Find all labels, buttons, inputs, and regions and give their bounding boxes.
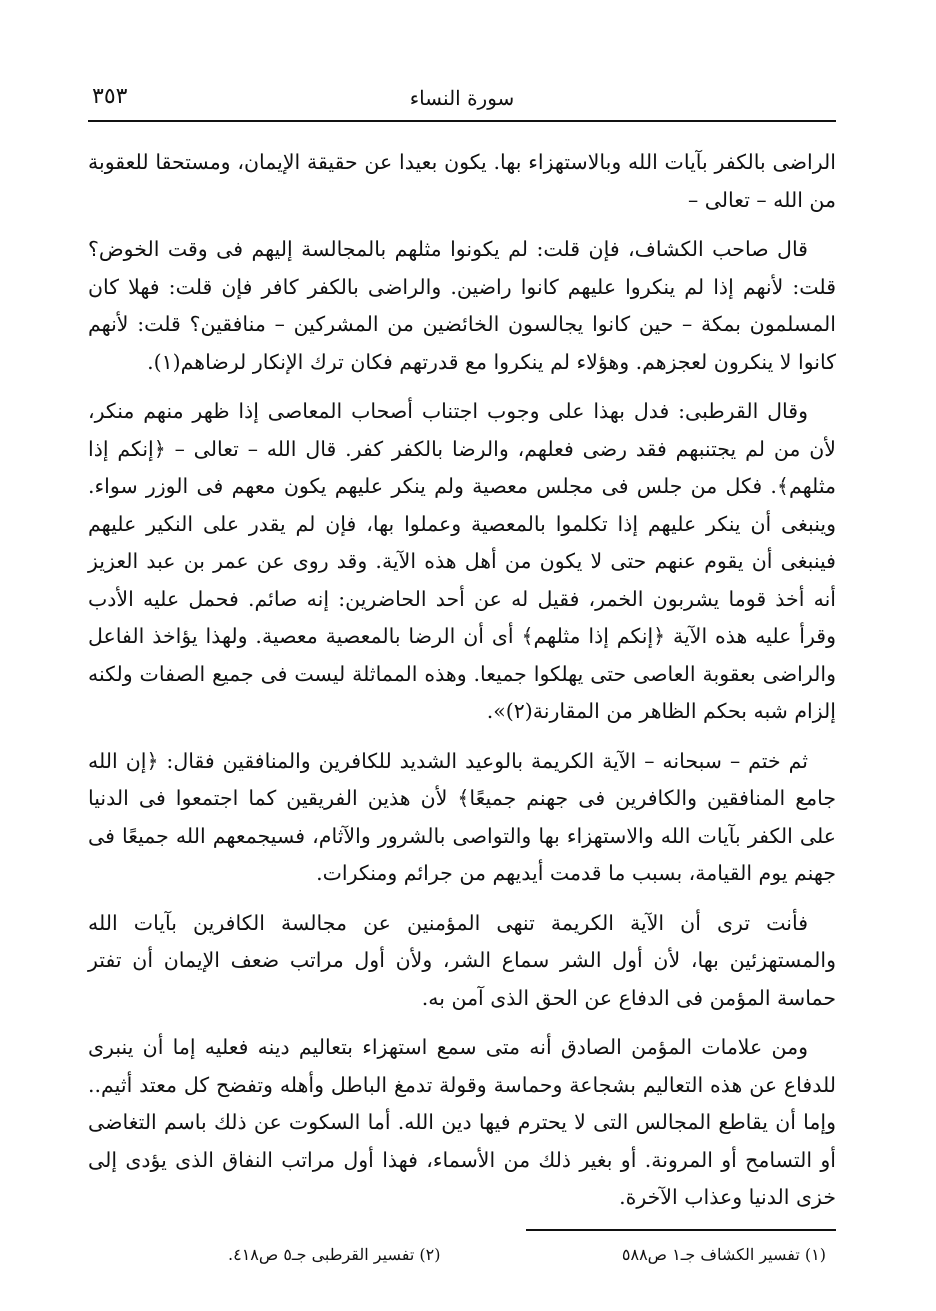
- paragraph: قال صاحب الكشاف، فإن قلت: لم يكونوا مثلهم بالمجالسة إليهم فى وقت الخوض؟ قلت: لأنهم إذا لم ينكروا عليهم كانوا راضين. والراضى بالكفر كافر فإن قلت: فهلا كان المسلمون بمكة – حين كانوا يجالسون الخائضين من المشركين – منافقين؟ قلت: لأنهم كانوا لا ينكرون لعجزهم. وهؤلاء لم ينكروا مع قدرتهم فكان ترك الإنكار لرضاهم(١).: [88, 237, 836, 374]
- paragraph: وقال القرطبى: فدل بهذا على وجوب اجتناب أصحاب المعاصى إذا ظهر منهم منكر، لأن من لم يجتنبهم فقد رضى فعلهم، والرضا بالكفر كفر. قال الله – تعالى – ﴿إنكم إذا مثلهم﴾. فكل من جلس فى مجلس معصية ولم ينكر عليهم يكون معهم فى الوزر سواء. وينبغى أن ينكر عليهم إذا تكلموا بالمعصية وعملوا بها، فإن لم يقدر على النكير عليهم فينبغى أن يقوم عنهم حتى لا يكون من أهل هذه الآية. وقد روى عن عمر بن عبد العزيز أنه أخذ قوما يشربون الخمر، فقيل له عن أحد الحاضرين: إنه صائم. فحمل عليه الأدب وقرأ عليه هذه الآية ﴿إنكم إذا مثلهم﴾ أى أن الرضا بالمعصية معصية. ولهذا يؤاخذ الفاعل والراضى بعقوبة العاصى حتى يهلكوا جميعا. وهذه المماثلة ليست فى جميع الصفات ولكنه إلزام شبه بحكم الظاهر من المقارنة(٢)».: [88, 399, 836, 723]
- footnotes: [88, 1245, 836, 1264]
- paragraph: فأنت ترى أن الآية الكريمة تنهى المؤمنين عن مجالسة الكافرين بآيات الله والمستهزئين بها، لأن أول الشر سماع الشر، ولأن أول مراتب ضعف الإيمان أن تفتر حماسة المؤمن فى الدفاع عن الحق الذى آمن به.: [88, 910, 836, 1010]
- surah-title: سورة النساء: [409, 86, 515, 110]
- page-header: [88, 82, 836, 122]
- paragraph: الراضى بالكفر بآيات الله وبالاستهزاء بها. يكون بعيدا عن حقيقة الإيمان، ومستحقا للعقوبة من الله – تعالى –: [88, 150, 836, 212]
- footnote: (٢) تفسير القرطبى جـ٥ ص٤١٨.: [228, 1244, 441, 1264]
- footnote-divider: [526, 1229, 836, 1231]
- paragraph: ثم ختم – سبحانه – الآية الكريمة بالوعيد الشديد للكافرين والمنافقين فقال: ﴿إن الله جامع المنافقين والكافرين فى جهنم جميعًا﴾ لأن هذين الفريقين كما اجتمعوا فى الدنيا على الكفر بآيات الله والاستهزاء بها والتواصى بالشرور والآثام، فسيجمعهم الله جميعًا فى جهنم يوم القيامة، بسبب ما قدمت أيديهم من جرائم ومنكرات.: [88, 748, 836, 885]
- book-page: [88, 82, 836, 1264]
- body-text: [88, 144, 836, 1217]
- page-number: ٣٥٣: [92, 84, 128, 109]
- footnote: (١) تفسير الكشاف جـ١ ص٥٨٨: [621, 1244, 826, 1264]
- paragraph: ومن علامات المؤمن الصادق أنه متى سمع استهزاء بتعاليم دينه فعليه إما أن ينبرى للدفاع عن هذه التعاليم بشجاعة وحماسة وقولة تدمغ الباطل وأهله وتفضح كل معتد أثيم.. وإما أن يقاطع المجالس التى لا يحترم فيها دين الله. أما السكوت عن ذلك باسم التغاضى أو التسامح أو المرونة. أو بغير ذلك من الأسماء، فهذا أول مراتب النفاق الذى يؤدى إلى خزى الدنيا وعذاب الآخرة.: [88, 1035, 836, 1209]
